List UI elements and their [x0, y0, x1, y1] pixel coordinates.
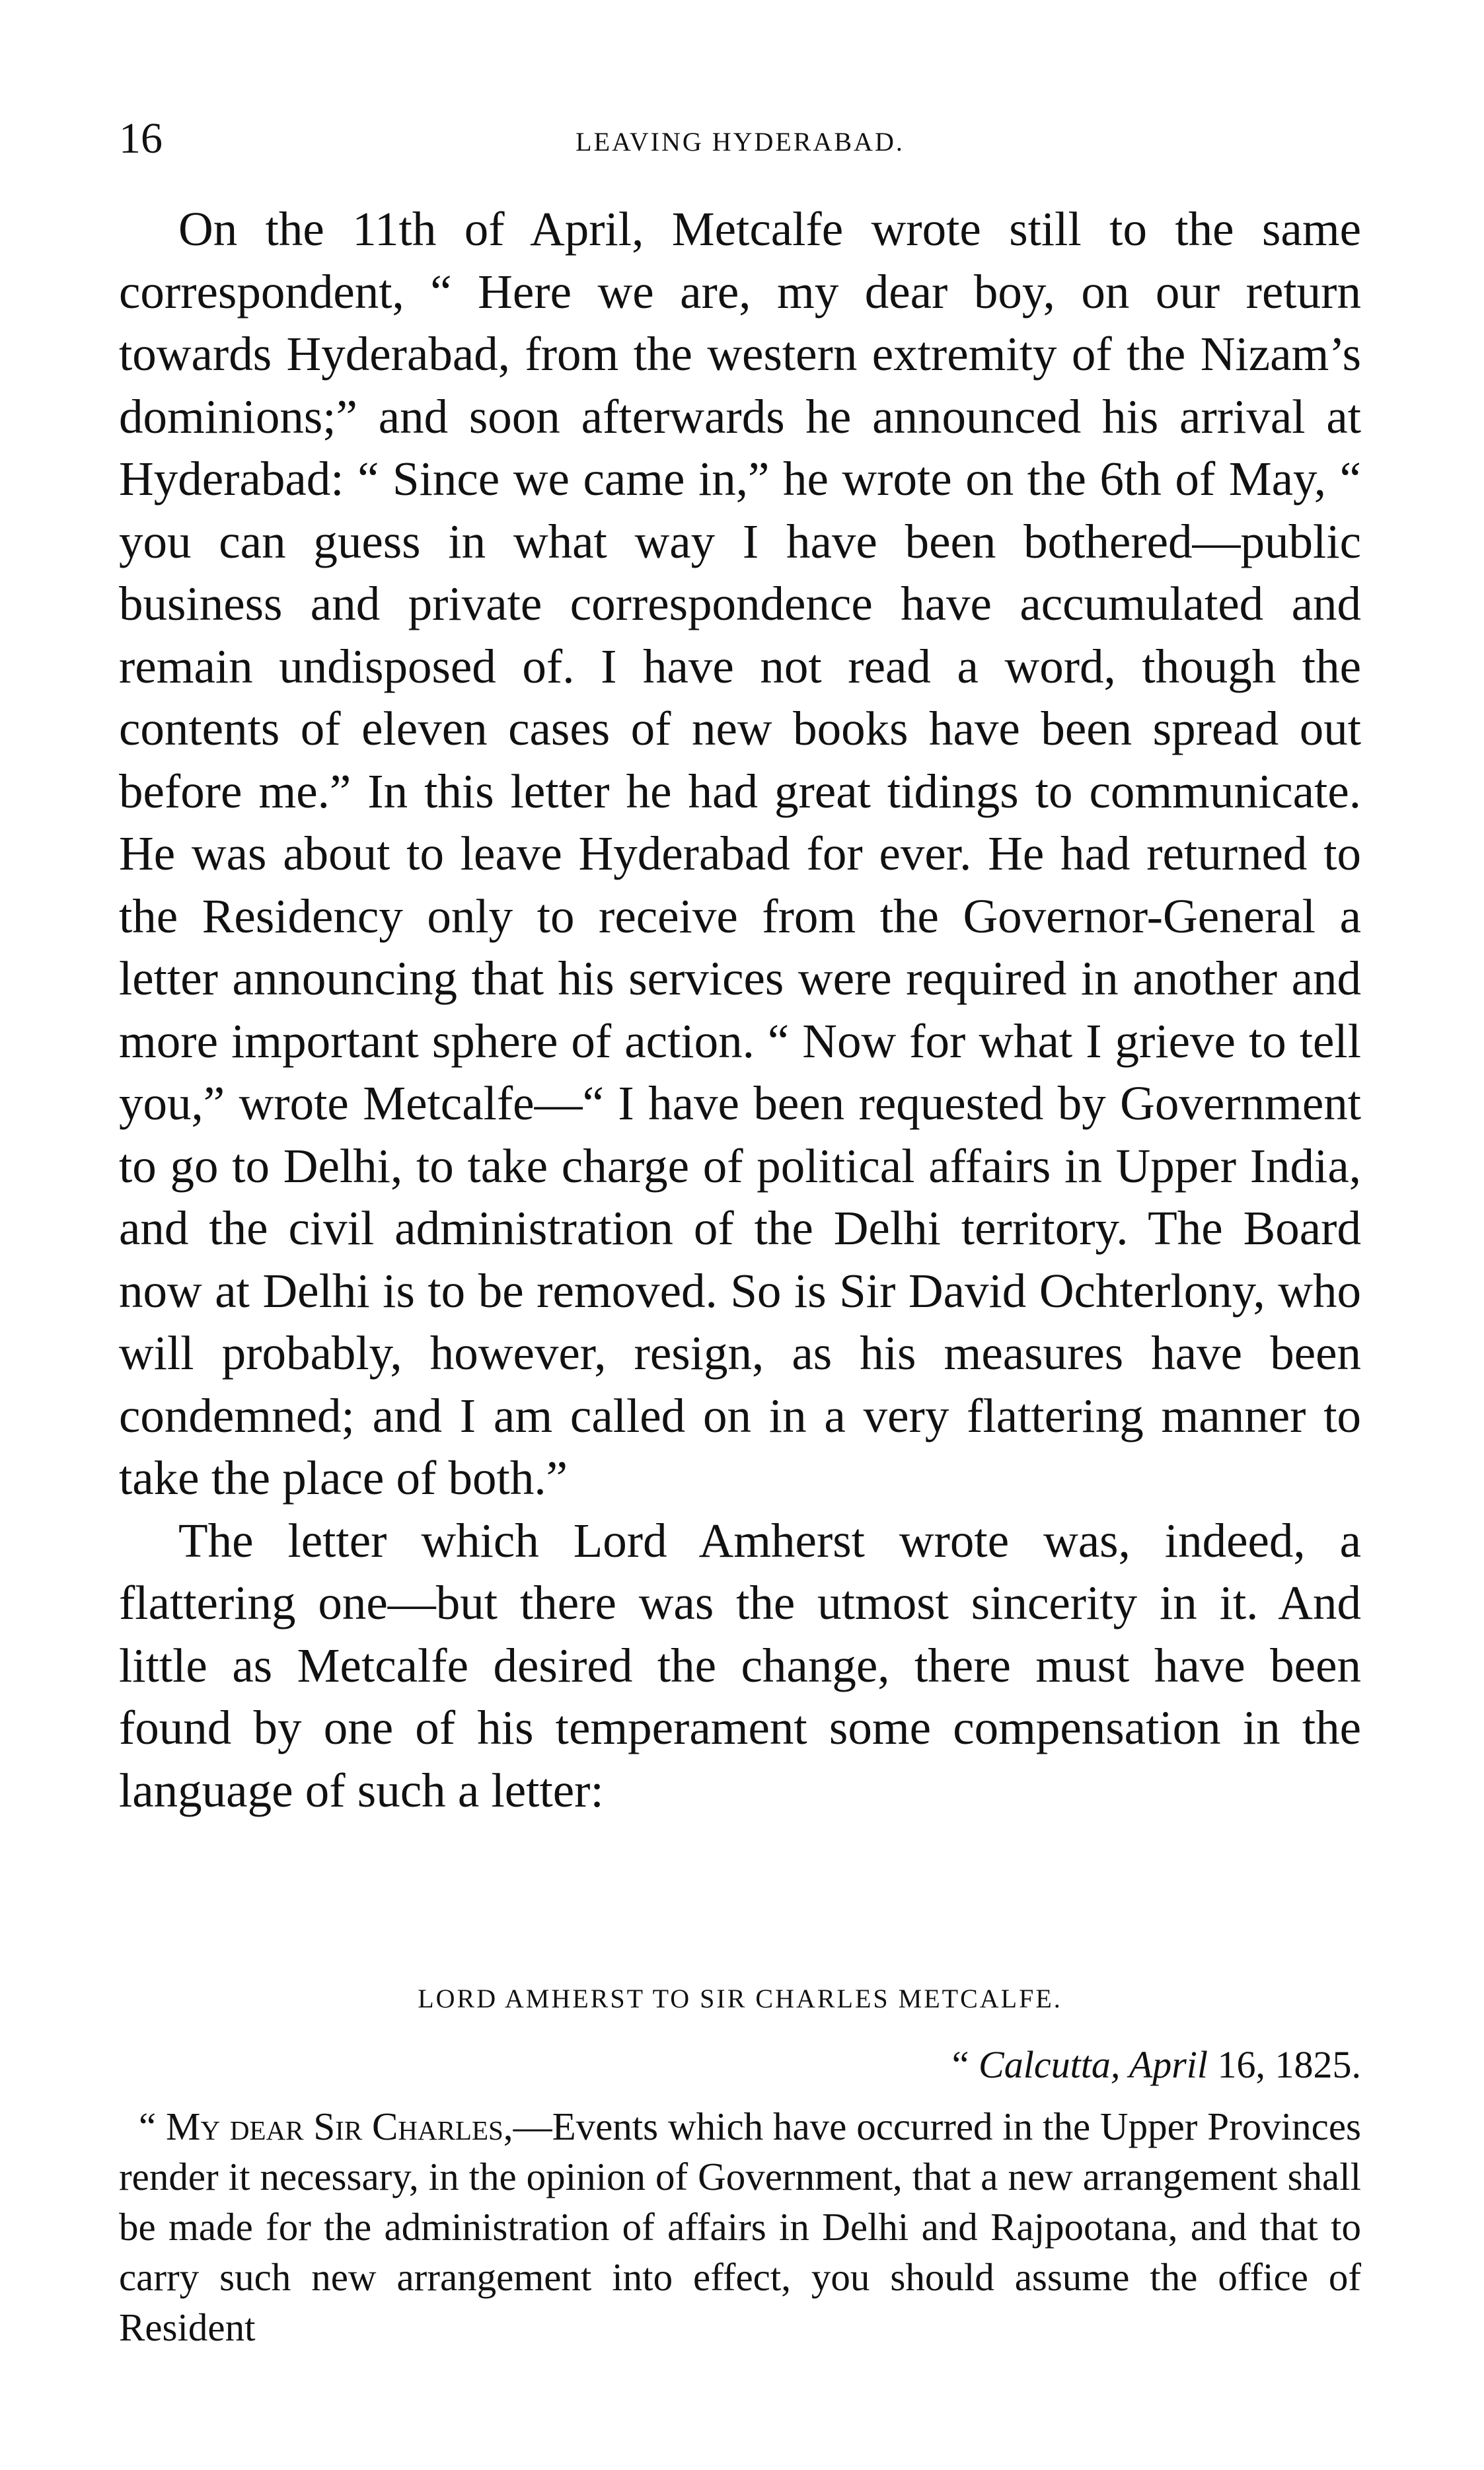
letter-heading: LORD AMHERST TO SIR CHARLES METCALFE. — [418, 1984, 1062, 2013]
letter-salutation: “ My dear Sir Charles, — [139, 2105, 513, 2148]
letter-text: —Events which have occurred in the Upper Provinces render it necessary, in the opinion of Government, that a new arrangement shall be made for the administration of affairs in Delhi and Rajpootana, and that to carry such new arrangement into effect, you should assume the office of Resident — [119, 2105, 1361, 2349]
date-rest: 16, 1825. — [1208, 2043, 1361, 2086]
body-text — [119, 198, 1361, 1822]
date-open-quote: “ — [951, 2043, 979, 2086]
running-head: LEAVING HYDERABAD. — [575, 127, 905, 157]
date-place: Calcutta, April — [979, 2043, 1208, 2086]
paragraph: The letter which Lord Amherst wrote was, indeed, a flattering one—but there was the utmost sincerity in it. And little as Metcalfe desired the change, there must have been found by one of his temperament some compensation in the language of such a letter: — [119, 1513, 1361, 1817]
letter-paragraph — [119, 2101, 1361, 2352]
letter-body — [119, 2101, 1361, 2352]
page-header — [119, 112, 1361, 165]
page-number: 16 — [119, 114, 163, 163]
paragraph: On the 11th of April, Metcalfe wrote still to the same correspondent, “ Here we are, my dear boy, on our return towards Hyderabad, from the western extremity of the Nizam’s dominions;” and soon afterwards he announced his arrival at Hyderabad: “ Since we came in,” he wrote on the 6th of May, “ you can guess in what way I have been bothered—public business and private correspondence have accumulated and remain undisposed of. I have not read a word, though the contents of eleven cases of new books have been spread out before me.” In this letter he had great tidings to communicate. He was about to leave Hyderabad for ever. He had returned to the Residency only to receive from the Governor-General a letter announcing that his services were required in another and more important sphere of action. “ Now for what I grieve to tell you,” wrote Metcalfe—“ I have been requested by Government to go to Delhi, to take charge of political affairs in Upper India, and the civil administration of the Delhi territory. The Board now at Delhi is to be removed. So is Sir David Ochterlony, who will probably, however, resign, as his measures have been condemned; and I am called on in a very flattering manner to take the place of both.” — [119, 202, 1361, 1505]
letter-date — [952, 2039, 1361, 2091]
